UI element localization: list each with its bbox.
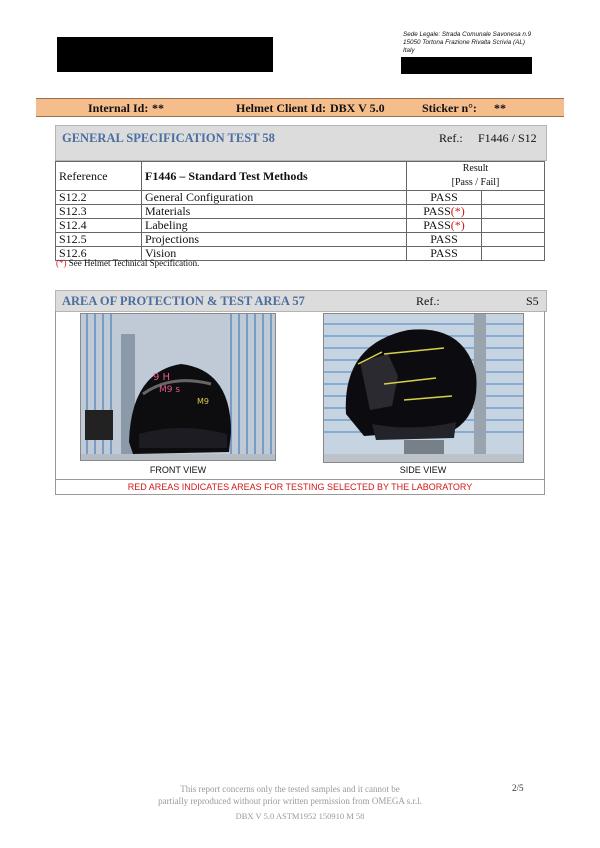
table-row [56,191,545,205]
result-text: PASS [430,246,458,260]
side-view-caption: SIDE VIEW [399,465,447,475]
result-text: PASS [423,204,451,218]
spec-section-title: GENERAL SPECIFICATION TEST 58 [62,131,275,145]
row-method: Projections [142,233,407,247]
result-text: PASS [430,190,458,204]
row-result [407,219,482,233]
table-row [56,233,545,247]
row-method: General Configuration [142,191,407,205]
row-blank [482,247,545,261]
id-bar [36,98,564,117]
legal-address [403,31,563,55]
footnote-mark: (*) [56,258,67,268]
spec-section-header [55,125,547,161]
side-helmet-illustration [324,314,523,462]
result-mark: (*) [450,218,465,232]
area-ref-value: S5 [526,294,539,308]
row-method: Materials [142,205,407,219]
legal-line: 15050 Tortona Frazione Rivalta Scrivia (AL) [403,39,525,46]
row-method: Labeling [142,219,407,233]
col-result-line1: Result [462,163,489,174]
spec-footnote [56,258,199,268]
row-blank [482,219,545,233]
row-result [407,247,482,261]
footer-doc-code: DBX V 5.0 ASTM1952 150910 M 58 [235,811,365,821]
page-number: 2/5 [512,783,524,793]
side-view-image [323,313,524,463]
helmet-client-id-value: DBX V 5.0 [330,101,385,115]
redacted-logo [57,37,273,72]
result-mark: (*) [450,204,465,218]
sticker-label: Sticker n°: [422,101,477,115]
col-result-line2: [Pass / Fail] [451,177,500,188]
redacted-contact [401,57,532,74]
result-text: PASS [423,218,451,232]
row-blank [482,191,545,205]
spec-table [55,161,545,261]
svg-text:9 H: 9 H [153,372,171,383]
front-view-caption: FRONT VIEW [149,465,207,475]
row-result [407,205,482,219]
footer-line: This report concerns only the tested samples and it cannot be [180,784,400,794]
col-method: F1446 – Standard Test Methods [142,162,407,191]
result-text: PASS [430,232,458,246]
front-view-image [80,313,276,461]
row-ref: S12.3 [56,205,142,219]
front-helmet-illustration [81,314,275,460]
test-area-notice: RED AREAS INDICATES AREAS FOR TESTING SELECTED BY THE LABORATORY [55,480,545,495]
internal-id-value: ** [152,101,164,115]
area-ref-label: Ref.: [416,294,440,308]
row-blank [482,233,545,247]
internal-id-label: Internal Id: [88,101,149,115]
footer-disclaimer [120,783,460,807]
footer-line: partially reproduced without prior written permission from OMEGA s.r.l. [158,796,422,806]
area-section-header [55,290,547,312]
row-result [407,191,482,205]
svg-text:M9: M9 [197,397,209,406]
legal-line: Italy [403,47,415,54]
legal-line: Sede Legale: Strada Comunale Savonesa n.9 [403,31,532,38]
sticker-value: ** [494,101,506,115]
area-section-title: AREA OF PROTECTION & TEST AREA 57 [62,294,305,308]
spec-ref-label: Ref.: [439,131,463,145]
row-result [407,233,482,247]
row-ref: S12.6 [56,247,142,261]
row-ref: S12.2 [56,191,142,205]
helmet-client-id-label: Helmet Client Id: [236,101,326,115]
row-blank [482,205,545,219]
col-result [407,162,545,191]
row-method: Vision [142,247,407,261]
row-ref: S12.5 [56,233,142,247]
table-header-row [56,162,545,191]
footnote-text: See Helmet Technical Specification. [66,258,200,268]
table-row [56,219,545,233]
col-reference: Reference [56,162,142,191]
row-ref: S12.4 [56,219,142,233]
table-row [56,205,545,219]
svg-text:M9 s: M9 s [159,385,181,395]
spec-ref-value: F1446 / S12 [478,131,537,145]
